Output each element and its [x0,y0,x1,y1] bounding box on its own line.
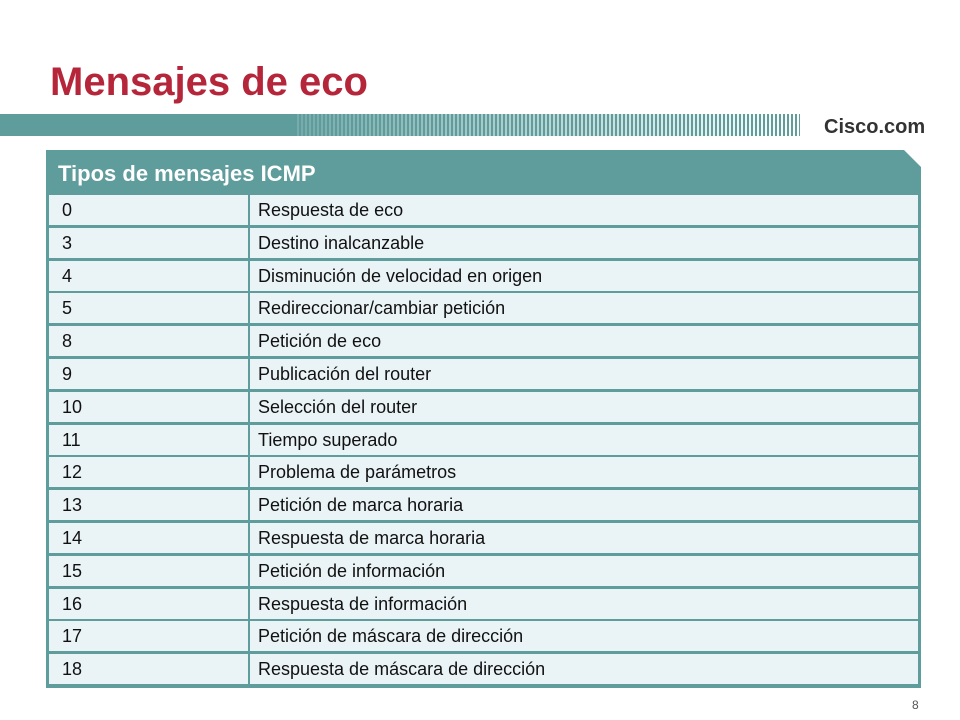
icmp-table-title: Tipos de mensajes ICMP [58,161,316,186]
table-cell-description: Tiempo superado [250,425,918,455]
table-cell-code: 13 [49,490,248,520]
table-row [49,293,918,323]
table-row [49,556,918,586]
table-cell-description: Destino inalcanzable [250,228,918,258]
table-cell-description: Petición de información [250,556,918,586]
table-cell-description: Petición de marca horaria [250,490,918,520]
table-cell-description: Problema de parámetros [250,457,918,487]
table-cell-description: Respuesta de máscara de dirección [250,654,918,684]
slide-title: Mensajes de eco [50,60,368,104]
table-row [49,359,918,389]
table-cell-description: Selección del router [250,392,918,422]
header-band [0,114,960,136]
table-cell-code: 11 [49,425,248,455]
table-cell-code: 8 [49,326,248,356]
table-cell-code: 12 [49,457,248,487]
table-cell-code: 5 [49,293,248,323]
table-cell-code: 10 [49,392,248,422]
table-cell-code: 17 [49,621,248,651]
table-row [49,523,918,553]
table-cell-code: 0 [49,195,248,225]
table-row [49,457,918,487]
table-row [49,392,918,422]
table-cell-code: 15 [49,556,248,586]
table-row [49,228,918,258]
table-row [49,621,918,651]
header-band-stripes [295,114,800,136]
page-number: 8 [912,698,919,712]
table-row [49,326,918,356]
table-row [49,261,918,291]
brand-logo-text: Cisco.com [824,116,926,138]
table-cell-code: 16 [49,589,248,619]
table-cell-code: 18 [49,654,248,684]
table-row [49,654,918,684]
icmp-table [49,195,918,687]
table-cell-description: Respuesta de eco [250,195,918,225]
table-cell-code: 14 [49,523,248,553]
table-cell-description: Redireccionar/cambiar petición [250,293,918,323]
table-cell-description: Petición de eco [250,326,918,356]
table-cell-description: Disminución de velocidad en origen [250,261,918,291]
table-cell-description: Respuesta de marca horaria [250,523,918,553]
table-cell-description: Publicación del router [250,359,918,389]
table-row [49,425,918,455]
table-cell-code: 4 [49,261,248,291]
table-row [49,195,918,225]
table-row [49,589,918,619]
table-cell-description: Petición de máscara de dirección [250,621,918,651]
table-cell-code: 9 [49,359,248,389]
table-cell-code: 3 [49,228,248,258]
table-cell-description: Respuesta de información [250,589,918,619]
table-row [49,490,918,520]
